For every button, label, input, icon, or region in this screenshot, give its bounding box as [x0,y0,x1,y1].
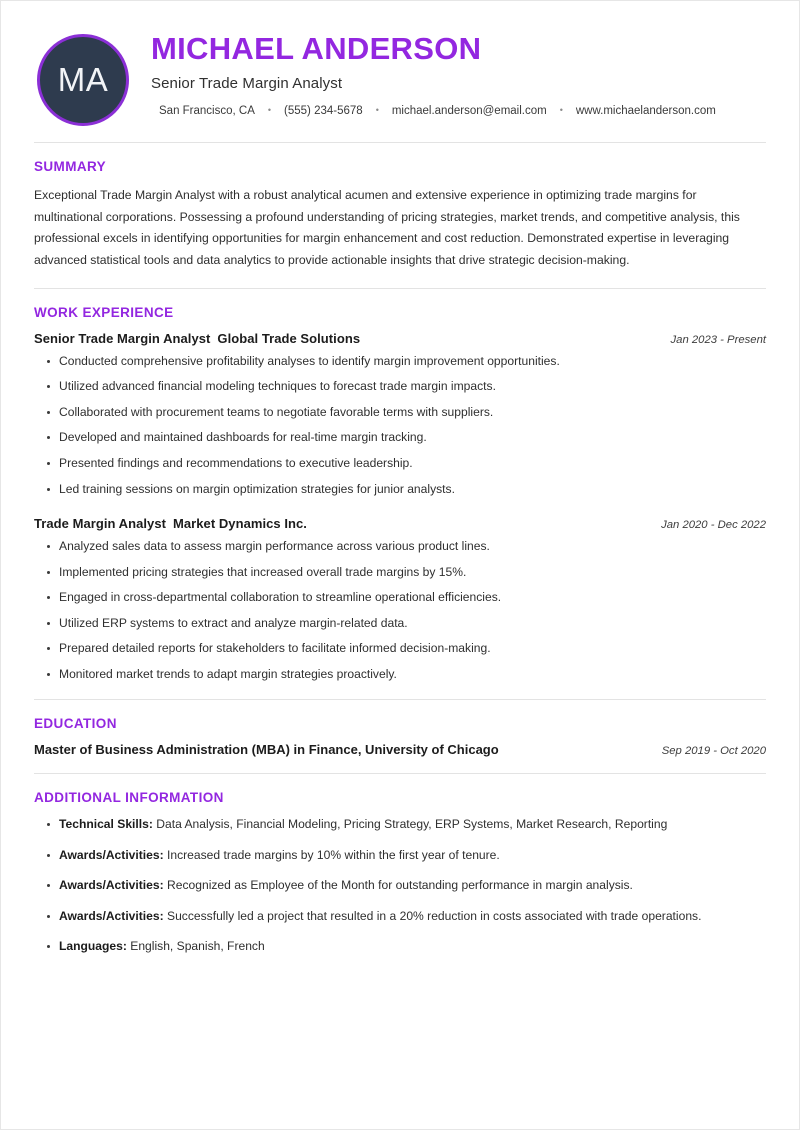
job-title-line [34,331,360,346]
contact-website[interactable]: www.michaelanderson.com [575,104,716,117]
resume-content [1,1,799,956]
summary-text: Exceptional Trade Margin Analyst with a robust analytical acumen and extensive experience in optimizing trade margins for multinational corporations. Possessing a profound understanding of pricing strategies, market trends, and competitive analysis, this professional excels in identifying opportunities for margin enhancement and cost reduction. Demonstrated expertise in leveraging advanced statistical tools and data analytics to provide actionable insights that drive strategic decision-making. [34,188,740,268]
contact-separator-icon: • [559,105,563,116]
contact-location: San Francisco, CA [159,104,255,117]
candidate-title: Senior Trade Margin Analyst [151,74,343,92]
job-bullet: Collaborated with procurement teams to negotiate favorable terms with suppliers. [34,404,766,422]
education-entry [34,742,766,757]
additional-info-label: Languages: [59,939,127,954]
additional-info-label: Awards/Activities: [59,908,164,923]
candidate-name: MICHAEL ANDERSON [151,31,482,66]
job-dates: Jan 2023 - Present [670,333,766,346]
job-position: Trade Margin Analyst [34,516,166,532]
job-header [34,331,766,346]
additional-info-value: Data Analysis, Financial Modeling, Pricing Strategy, ERP Systems, Market Research, Reporting [156,817,668,832]
job-bullet: Presented findings and recommendations to executive leadership. [34,455,766,473]
education-degree: Master of Business Administration (MBA) in Finance, University of Chicago [34,742,499,758]
job-bullet: Utilized ERP systems to extract and analyze margin-related data. [34,615,766,633]
job-bullet: Analyzed sales data to assess margin performance across various product lines. [34,538,766,556]
section-work-experience [34,289,766,683]
additional-info-value: English, Spanish, French [130,939,265,954]
additional-info-value: Successfully led a project that resulted in a 20% reduction in costs associated with trade operations. [167,908,702,923]
education-dates: Sep 2019 - Oct 2020 [661,745,766,758]
additional-info-item [34,847,766,865]
job-title-line [34,516,307,531]
additional-info-label: Awards/Activities: [59,847,164,862]
additional-info-label: Awards/Activities: [59,878,164,893]
job-entry [34,331,766,498]
avatar-initials: MA [57,61,109,98]
job-bullet: Engaged in cross-departmental collaboration to streamline operational efficiencies. [34,589,766,607]
section-title-summary: SUMMARY [34,159,107,174]
contact-separator-icon: • [375,105,379,116]
job-bullet: Utilized advanced financial modeling techniques to forecast trade margin impacts. [34,378,766,396]
additional-info-item [34,877,766,895]
job-bullet: Implemented pricing strategies that increased overall trade margins by 15%. [34,564,766,582]
job-header [34,516,766,531]
job-bullet-list [34,538,766,683]
additional-info-item [34,908,766,926]
job-dates: Jan 2020 - Dec 2022 [661,519,766,532]
avatar [37,34,129,126]
job-bullet-list [34,353,766,498]
contact-line [151,105,766,117]
section-summary [34,143,766,272]
job-bullet: Conducted comprehensive profitability analyses to identify margin improvement opportunities. [34,353,766,371]
job-bullet: Monitored market trends to adapt margin strategies proactively. [34,666,766,684]
additional-info-value: Recognized as Employee of the Month for outstanding performance in margin analysis. [167,878,633,893]
resume-header [34,1,766,126]
additional-info-value: Increased trade margins by 10% within the first year of tenure. [167,847,500,862]
additional-info-list [34,816,766,956]
job-bullet: Developed and maintained dashboards for real-time margin tracking. [34,429,766,447]
contact-email[interactable]: michael.anderson@email.com [391,104,547,117]
job-company: Market Dynamics Inc. [173,516,307,532]
job-bullet: Prepared detailed reports for stakeholders to facilitate informed decision-making. [34,640,766,658]
section-additional-information [34,774,766,956]
contact-separator-icon: • [267,105,272,116]
section-education [34,700,766,757]
contact-phone[interactable]: (555) 234-5678 [284,104,363,117]
job-company: Global Trade Solutions [217,330,361,346]
section-title-additional-information: ADDITIONAL INFORMATION [34,790,224,806]
additional-info-item [34,816,766,834]
additional-info-item [34,938,766,956]
section-title-education: EDUCATION [34,716,117,732]
job-bullet: Led training sessions on margin optimization strategies for junior analysts. [34,481,766,499]
job-position: Senior Trade Margin Analyst [34,330,211,346]
header-text-block [129,31,766,117]
job-entry [34,516,766,683]
section-title-work-experience: WORK EXPERIENCE [34,304,174,320]
additional-info-label: Technical Skills: [59,817,153,832]
